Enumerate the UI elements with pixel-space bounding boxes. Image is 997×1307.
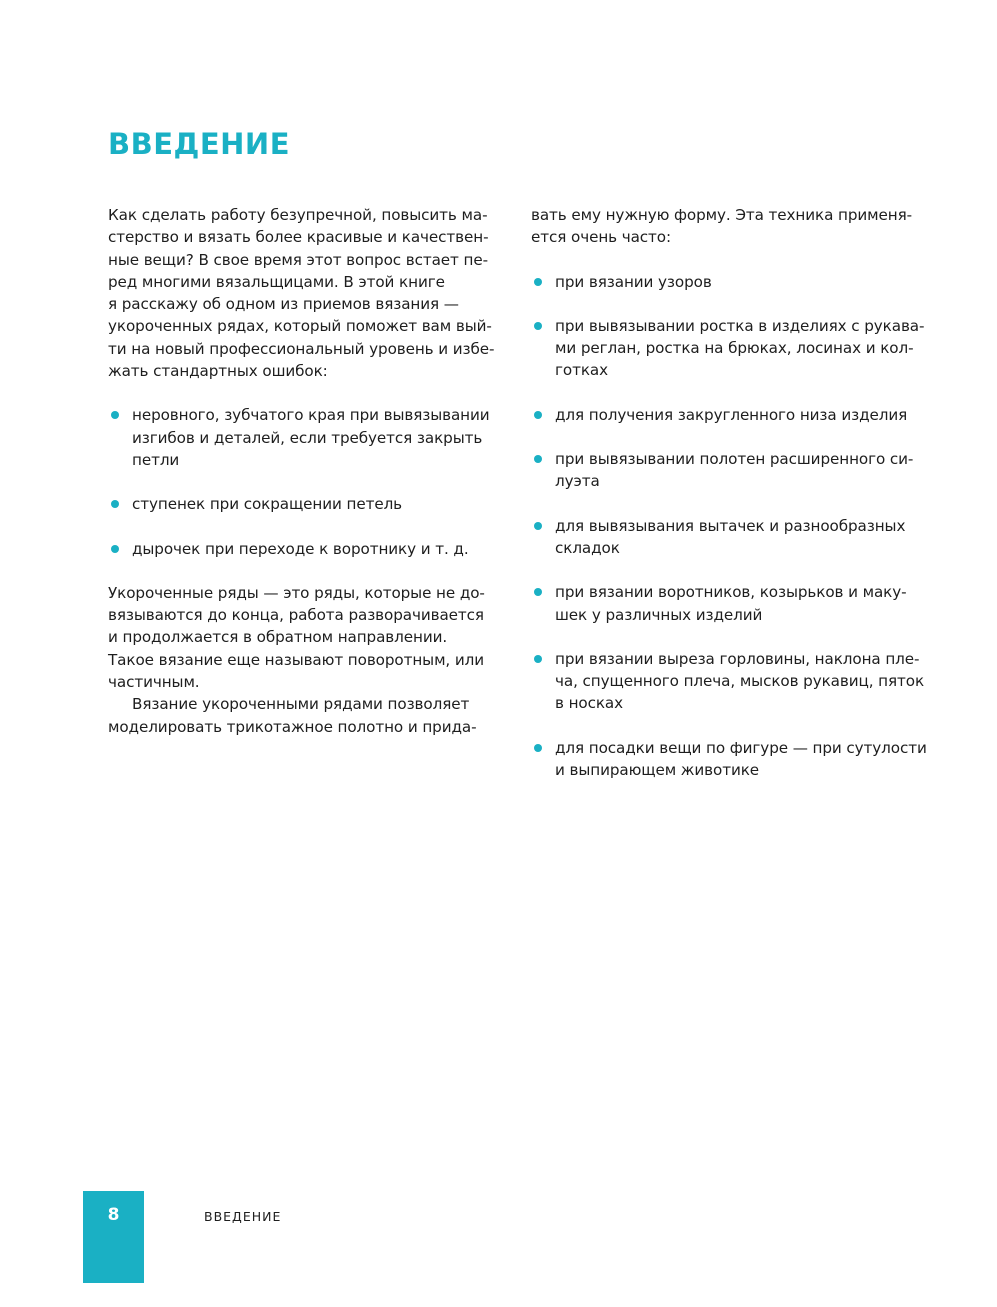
text-line: ные вещи? В свое время этот вопрос встает пе- bbox=[108, 250, 488, 269]
list-item: для вывязывания вытачек и разнообразных складок bbox=[531, 515, 941, 560]
page-title: ВВЕДЕНИЕ bbox=[108, 127, 291, 161]
text-line: стерство и вязать более красивые и качествен- bbox=[108, 228, 489, 247]
usage-list bbox=[531, 271, 941, 782]
text-line: укороченных рядах, который поможет вам вый- bbox=[108, 317, 492, 336]
bullet-icon bbox=[111, 411, 119, 419]
list-item: при вывязывании полотен расширенного си- луэта bbox=[531, 448, 941, 493]
list-item: при вязании узоров bbox=[531, 271, 941, 293]
text-line: вязываются до конца, работа разворачивается bbox=[108, 606, 484, 625]
mistakes-list bbox=[108, 404, 508, 559]
text-line: ред многими вязальщицами. В этой книге bbox=[108, 272, 445, 291]
left-column bbox=[108, 204, 508, 738]
list-item: при вязании выреза горловины, наклона пле- ча, спущенного плеча, мысков рукавиц, пяток в носках bbox=[531, 648, 941, 715]
text-line: ти на новый профессиональный уровень и избе- bbox=[108, 339, 495, 358]
list-item: ступенек при сокращении петель bbox=[108, 493, 508, 515]
page-number-block bbox=[83, 1191, 144, 1283]
bullet-icon bbox=[534, 278, 542, 286]
text-line: Укороченные ряды — это ряды, которые не до- bbox=[108, 583, 485, 602]
bullet-icon bbox=[534, 411, 542, 419]
text-line: вать ему нужную форму. Эта техника применя- bbox=[531, 206, 913, 224]
bullet-icon bbox=[534, 655, 542, 663]
list-item: неровного, зубчатого края при вывязывании изгибов и деталей, если требуется закрыть петли bbox=[108, 404, 508, 471]
bullet-icon bbox=[534, 744, 542, 752]
text-line: Вязание укороченными рядами позволяет bbox=[132, 695, 470, 714]
list-item: для получения закругленного низа изделия bbox=[531, 404, 941, 426]
text-line: моделировать трикотажное полотно и прида- bbox=[108, 717, 477, 736]
bullet-icon bbox=[111, 545, 119, 553]
bullet-icon bbox=[534, 522, 542, 530]
text-line: Такое вязание еще называют поворотным, или bbox=[108, 650, 485, 669]
list-item: для посадки вещи по фигуре — при сутулости и выпирающем животике bbox=[531, 737, 941, 782]
text-line: Как сделать работу безупречной, повысить ма- bbox=[108, 206, 488, 224]
intro-paragraph bbox=[108, 204, 508, 382]
bullet-icon bbox=[534, 455, 542, 463]
page-number: 8 bbox=[107, 1205, 120, 1225]
text-line: ется очень часто: bbox=[531, 228, 672, 247]
list-item: при вывязывании ростка в изделиях с рукава- ми реглан, ростка на брюках, лосинах и кол- готках bbox=[531, 315, 941, 382]
definition-paragraph bbox=[108, 582, 508, 693]
running-footer-section: ВВЕДЕНИЕ bbox=[204, 1209, 282, 1224]
list-item: при вязании воротников, козырьков и маку- шек у различных изделий bbox=[531, 581, 941, 626]
text-line: и продолжается в обратном направлении. bbox=[108, 628, 448, 647]
text-line: я расскажу об одном из приемов вязания — bbox=[108, 295, 459, 314]
list-item: дырочек при переходе к воротнику и т. д. bbox=[108, 538, 508, 560]
bullet-icon bbox=[111, 500, 119, 508]
text-line: жать стандартных ошибок: bbox=[108, 362, 328, 381]
text-line: частичным. bbox=[108, 673, 200, 692]
modeling-paragraph bbox=[108, 693, 508, 738]
bullet-icon bbox=[534, 588, 542, 596]
continuation-paragraph bbox=[531, 204, 941, 249]
right-column bbox=[531, 204, 941, 803]
bullet-icon bbox=[534, 322, 542, 330]
